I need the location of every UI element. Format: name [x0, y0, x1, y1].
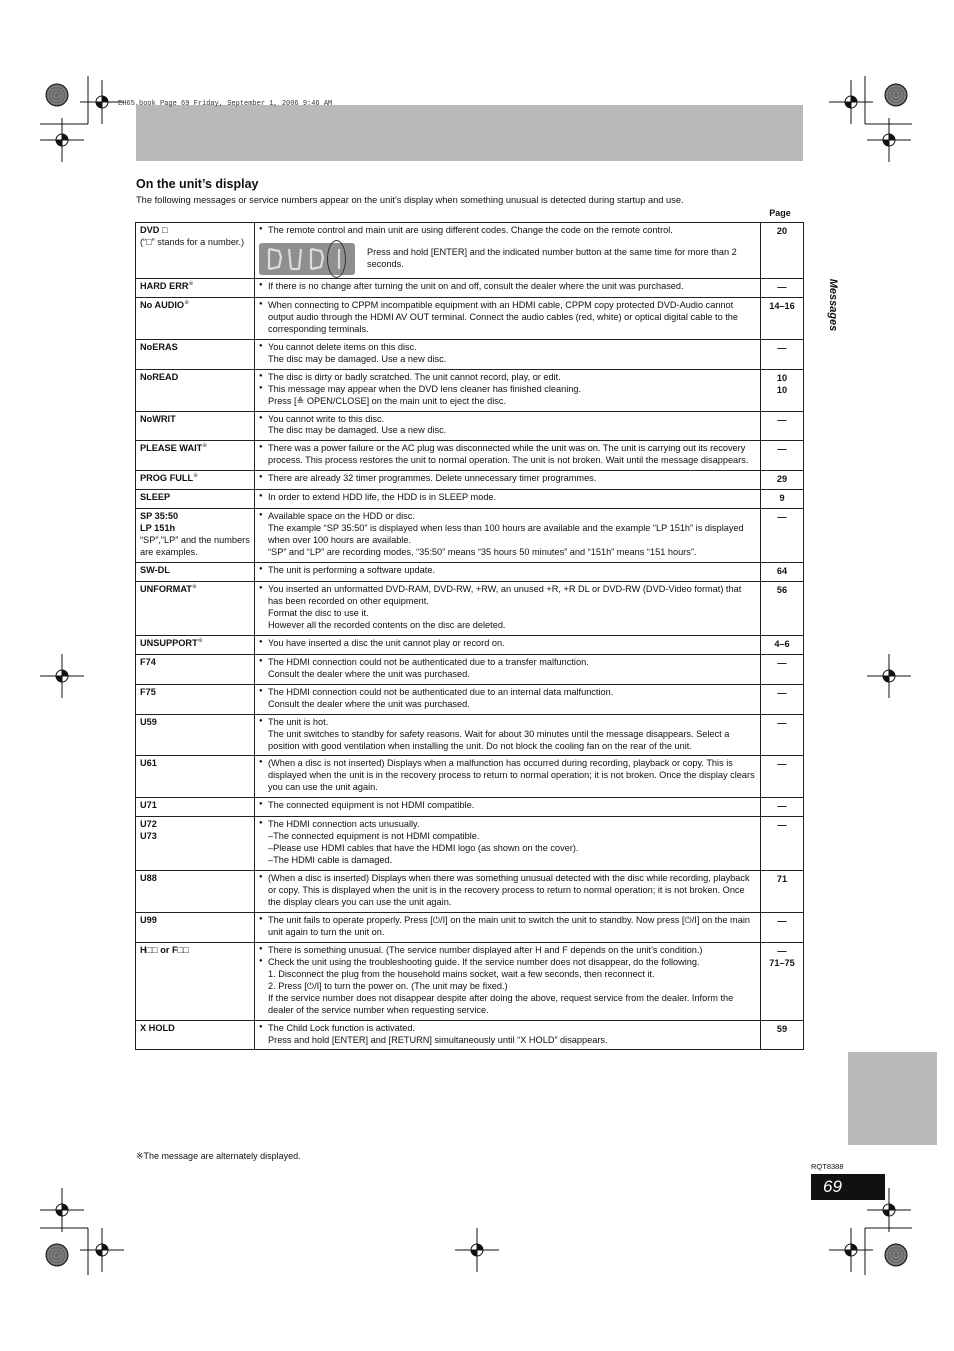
- alternate-display-mark: ※: [202, 443, 208, 450]
- message-row: [136, 297, 804, 339]
- message-description-cell: [255, 817, 761, 871]
- message-row: [136, 582, 804, 636]
- message-code: U72 U73: [140, 819, 157, 842]
- color-target-icon: [885, 84, 907, 106]
- printer-slug: EH65.book Page 69 Friday, September 1, 2006 9:46 AM: [118, 100, 333, 108]
- message-code-note: (“□” stands for a number.): [140, 236, 245, 247]
- footnote: ※The message are alternately displayed.: [136, 1151, 301, 1161]
- message-code: UNFORMAT: [140, 584, 192, 595]
- message-row: [136, 798, 804, 817]
- color-target-icon: [885, 1244, 907, 1266]
- bullet-text: ● The Child Lock function is activated.: [259, 1023, 756, 1035]
- page-reference: — 71–75: [761, 942, 804, 1020]
- alternate-display-mark: ※: [188, 280, 194, 287]
- message-code: PROG FULL: [140, 473, 194, 484]
- bullet-text: ● The remote control and main unit are using different codes. Change the code on the remote control.: [259, 225, 756, 237]
- side-tab-label: [818, 270, 848, 340]
- alternate-display-mark: ※: [184, 299, 190, 306]
- message-description-cell: [255, 871, 761, 913]
- section-heading: On the unit’s display: [136, 177, 259, 191]
- message-code-cell: [136, 912, 255, 942]
- bullet-text: ● (When a disc is inserted) Displays when there was something unusual detected with the disc while recording, playback or copy. This is displayed when the unit is in the recovery process to return to normal operation; it is not broken. Once the display clears you can use the unit again.: [259, 873, 756, 909]
- message-code-cell: [136, 471, 255, 490]
- grey-edge-tab: [848, 1052, 937, 1145]
- message-description-cell: [255, 490, 761, 509]
- message-code-cell: [136, 798, 255, 817]
- bullet-text: ● The unit is performing a software update.: [259, 565, 756, 577]
- alternate-display-mark: ※: [191, 584, 197, 591]
- message-row: [136, 441, 804, 471]
- continuation-text: The disc may be damaged. Use a new disc.: [268, 353, 447, 364]
- message-row: [136, 714, 804, 756]
- bullet-text: ● There are already 32 timer programmes. Delete unnecessary timer programmes.: [259, 473, 756, 485]
- page-reference: 64: [761, 563, 804, 582]
- message-code: U99: [140, 914, 157, 925]
- message-code: X HOLD: [140, 1022, 175, 1033]
- message-row: [136, 912, 804, 942]
- message-description-cell: [255, 1020, 761, 1050]
- page-reference: —: [761, 817, 804, 871]
- side-tab-text: Messages: [827, 278, 839, 332]
- message-description-cell: [255, 278, 761, 297]
- message-row: [136, 684, 804, 714]
- message-row: [136, 278, 804, 297]
- page-reference: —: [761, 278, 804, 297]
- message-code-cell: [136, 635, 255, 654]
- continuation-text: However all the recorded contents on the disc are deleted.: [268, 619, 506, 630]
- continuation-text: 2. Press [⏻/I] to turn the power on. (The unit may be fixed.): [268, 980, 508, 991]
- message-row: [136, 471, 804, 490]
- page-reference: 59: [761, 1020, 804, 1050]
- message-code: F74: [140, 656, 156, 667]
- message-code-cell: [136, 563, 255, 582]
- message-code-cell: [136, 223, 255, 279]
- message-code: U61: [140, 758, 157, 769]
- crosshair-mark-icon: [40, 1188, 84, 1232]
- page-reference: —: [761, 654, 804, 684]
- bullet-text: ● The HDMI connection could not be authenticated due to a transfer malfunction.: [259, 657, 756, 669]
- message-code-cell: [136, 942, 255, 1020]
- message-code-cell: [136, 490, 255, 509]
- bullet-text: ● Available space on the HDD or disc.: [259, 511, 756, 523]
- continuation-text: Press and hold [ENTER] and [RETURN] simultaneously until “X HOLD” disappears.: [268, 1034, 608, 1045]
- message-code-cell: [136, 1020, 255, 1050]
- message-code: SP 35:50 LP 151h: [140, 511, 179, 534]
- message-code-cell: [136, 411, 255, 441]
- lcd-display-icon: [259, 243, 355, 275]
- highlight-oval: [327, 240, 346, 278]
- message-code-cell: [136, 684, 255, 714]
- color-target-icon: [46, 84, 68, 106]
- message-description-cell: [255, 563, 761, 582]
- bullet-text: ● Check the unit using the troubleshooting guide. If the service number does not disappear, do the following.: [259, 957, 756, 969]
- page-reference: 9: [761, 490, 804, 509]
- continuation-text: Consult the dealer where the unit was purchased.: [268, 698, 470, 709]
- message-code-cell: [136, 509, 255, 563]
- message-description-cell: [255, 654, 761, 684]
- bullet-text: ● If there is no change after turning the unit on and off, consult the dealer where the unit was purchased.: [259, 281, 756, 293]
- message-code: DVD □: [140, 225, 168, 235]
- bullet-text: ● The disc is dirty or badly scratched. The unit cannot record, play, or edit.: [259, 372, 756, 384]
- message-description-cell: [255, 339, 761, 369]
- continuation-text: –Please use HDMI cables that have the HDMI logo (as shown on the cover).: [268, 843, 579, 854]
- message-code: NoERAS: [140, 341, 178, 352]
- message-code-cell: [136, 369, 255, 411]
- message-description-cell: [255, 798, 761, 817]
- message-code: SW-DL: [140, 565, 170, 576]
- message-code: U59: [140, 716, 157, 727]
- message-code-cell: [136, 441, 255, 471]
- page-number-box: [811, 1174, 885, 1200]
- message-code-note: “SP”,”LP” and the numbers are examples.: [140, 535, 250, 558]
- message-code: U88: [140, 873, 157, 884]
- crosshair-mark-icon: [40, 654, 84, 698]
- page-reference: 56: [761, 582, 804, 636]
- message-row: [136, 817, 804, 871]
- message-code: UNSUPPORT: [140, 637, 198, 648]
- crosshair-mark-icon: [829, 1228, 873, 1272]
- message-description-cell: [255, 509, 761, 563]
- messages-table: [135, 222, 804, 1050]
- message-row: [136, 563, 804, 582]
- message-code: NoWRIT: [140, 413, 176, 424]
- page-reference: —: [761, 339, 804, 369]
- bullet-text: ● When connecting to CPPM incompatible equipment with an HDMI cable, CPPM copy protected DVD-Audio cannot output audio through the HDMI AV OUT terminal. Connect the audio cables (red, white) or optical digital cable to the corresponding terminals.: [259, 300, 756, 336]
- message-description-cell: [255, 471, 761, 490]
- continuation-text: The example “SP 35:50” is displayed when less than 100 hours are available and the example “LP 151h” is displayed when over 100 hours are available.: [268, 523, 744, 546]
- continuation-text: Press [≜ OPEN/CLOSE] on the main unit to eject the disc.: [268, 395, 507, 406]
- alternate-display-mark: ※: [193, 473, 199, 480]
- message-row: [136, 339, 804, 369]
- color-target-icon: [46, 1244, 68, 1266]
- bullet-text: ● (When a disc is not inserted) Displays when a malfunction has occurred during recording, playback or copy. This is displayed when the unit is in the recovery process to return to normal operation; it is not broken. Once the display clears you can use the unit again.: [259, 758, 756, 794]
- message-code-cell: [136, 339, 255, 369]
- bullet-text: ● This message may appear when the DVD lens cleaner has finished cleaning.: [259, 384, 756, 396]
- bullet-text: ● The unit fails to operate properly. Press [⏻/I] on the main unit to switch the unit to standby. Now press [⏻/I] on the main unit again to turn the unit on.: [259, 915, 756, 939]
- bullet-text: ● You have inserted a disc the unit cannot play or record on.: [259, 638, 756, 650]
- page-reference: 4–6: [761, 635, 804, 654]
- bullet-text: ● The unit is hot.: [259, 717, 756, 729]
- page-reference: —: [761, 798, 804, 817]
- message-description-cell: [255, 756, 761, 798]
- page-reference: 14–16: [761, 297, 804, 339]
- message-code: PLEASE WAIT: [140, 443, 203, 454]
- message-code-cell: [136, 297, 255, 339]
- continuation-text: –The connected equipment is not HDMI compatible.: [268, 831, 480, 842]
- continuation-text: The unit switches to standby for safety reasons. Wait for about 30 minutes until the message disappears. Select a position with good ventilation when installing the unit. Do not block the cooling fan on the rear of the unit.: [268, 728, 730, 751]
- message-row: [136, 490, 804, 509]
- page-reference: 20: [761, 223, 804, 279]
- bullet-text: ● You inserted an unformatted DVD-RAM, DVD-RW, +RW, an unused +R, +R DL or DVD-RW (DVD-Video format) that has been recorded on other equipment.: [259, 584, 756, 608]
- message-row: [136, 411, 804, 441]
- page-reference: 29: [761, 471, 804, 490]
- message-description-cell: [255, 441, 761, 471]
- message-description-cell: [255, 635, 761, 654]
- message-code-cell: [136, 871, 255, 913]
- message-row: [136, 654, 804, 684]
- document-code: RQT8388: [811, 1162, 844, 1171]
- continuation-text: Consult the dealer where the unit was purchased.: [268, 668, 470, 679]
- message-description-cell: [255, 411, 761, 441]
- message-code-cell: [136, 817, 255, 871]
- message-code-cell: [136, 278, 255, 297]
- message-row: [136, 871, 804, 913]
- message-description-cell: [255, 223, 761, 279]
- page-column-label: Page: [769, 208, 791, 218]
- message-description-cell: [255, 942, 761, 1020]
- page-reference: —: [761, 684, 804, 714]
- message-description-cell: [255, 684, 761, 714]
- message-code: H□□ or F□□: [140, 944, 189, 955]
- continuation-text: “SP” and “LP” are recording modes, “35:50” means “35 hours 50 minutes” and “151h” means “151 hours”.: [268, 547, 697, 558]
- messages-table-container: [135, 222, 804, 1050]
- page-reference: —: [761, 756, 804, 798]
- alternate-display-mark: ※: [197, 637, 203, 644]
- bullet-text: ● You cannot write to this disc.: [259, 414, 756, 426]
- message-code: SLEEP: [140, 492, 171, 503]
- message-row: [136, 756, 804, 798]
- message-description-cell: [255, 297, 761, 339]
- continuation-text: 1. Disconnect the plug from the household mains socket, wait a few seconds, then reconnect it.: [268, 968, 655, 979]
- message-code-cell: [136, 714, 255, 756]
- message-row: [136, 1020, 804, 1050]
- intro-text: The following messages or service numbers appear on the unit’s display when something unusual is detected during startup and use.: [136, 195, 684, 205]
- bullet-text: ● There was a power failure or the AC plug was disconnected while the unit was on. The unit is carrying out its recovery process. This process restores the unit to normal operation. The unit is not broken. Wait until the message disappears.: [259, 443, 756, 467]
- continuation-text: –The HDMI cable is damaged.: [268, 855, 393, 866]
- bullet-text: ● In order to extend HDD life, the HDD is in SLEEP mode.: [259, 492, 756, 504]
- crosshair-mark-icon: [829, 80, 873, 124]
- message-description-cell: [255, 582, 761, 636]
- page-reference: —: [761, 912, 804, 942]
- bullet-text: ● The HDMI connection acts unusually.: [259, 819, 756, 831]
- page-reference: 71: [761, 871, 804, 913]
- message-row: [136, 369, 804, 411]
- header-band: [136, 105, 803, 161]
- page-reference: 10 10: [761, 369, 804, 411]
- message-code-cell: [136, 756, 255, 798]
- bullet-text: ● You cannot delete items on this disc.: [259, 342, 756, 354]
- bullet-text: ● The HDMI connection could not be authenticated due to an internal data malfunction.: [259, 687, 756, 699]
- continuation-text: Format the disc to use it.: [268, 607, 369, 618]
- message-description-cell: [255, 714, 761, 756]
- message-code: HARD ERR: [140, 281, 189, 292]
- message-code: U71: [140, 800, 157, 811]
- bullet-text: ● There is something unusual. (The service number displayed after H and F depends on the unit’s condition.): [259, 945, 756, 957]
- message-row: [136, 635, 804, 654]
- message-row: [136, 223, 804, 279]
- page-reference: —: [761, 714, 804, 756]
- bullet-text: ● The connected equipment is not HDMI compatible.: [259, 800, 756, 812]
- message-code: F75: [140, 686, 156, 697]
- message-code-cell: [136, 582, 255, 636]
- continuation-text: If the service number does not disappear despite after doing the above, request service from the dealer. Inform the dealer of the service number when requesting service.: [268, 992, 734, 1015]
- message-description-cell: [255, 912, 761, 942]
- crosshair-mark-icon: [867, 118, 911, 162]
- page-number: 69: [823, 1177, 842, 1196]
- message-description-cell: [255, 369, 761, 411]
- continuation-text: The disc may be damaged. Use a new disc.: [268, 425, 447, 436]
- page-reference: —: [761, 441, 804, 471]
- press-and-hold-text: Press and hold [ENTER] and the indicated number button at the same time for more than 2 seconds.: [367, 247, 737, 269]
- crosshair-mark-icon: [80, 1228, 124, 1272]
- page-reference: —: [761, 509, 804, 563]
- message-code: No AUDIO: [140, 299, 185, 310]
- message-row: [136, 942, 804, 1020]
- message-code-cell: [136, 654, 255, 684]
- crosshair-mark-icon: [455, 1228, 499, 1272]
- crosshair-mark-icon: [867, 654, 911, 698]
- message-code: NoREAD: [140, 371, 179, 382]
- dvd-code-instruction: [259, 243, 756, 275]
- message-row: [136, 509, 804, 563]
- page-reference: —: [761, 411, 804, 441]
- crosshair-mark-icon: [40, 118, 84, 162]
